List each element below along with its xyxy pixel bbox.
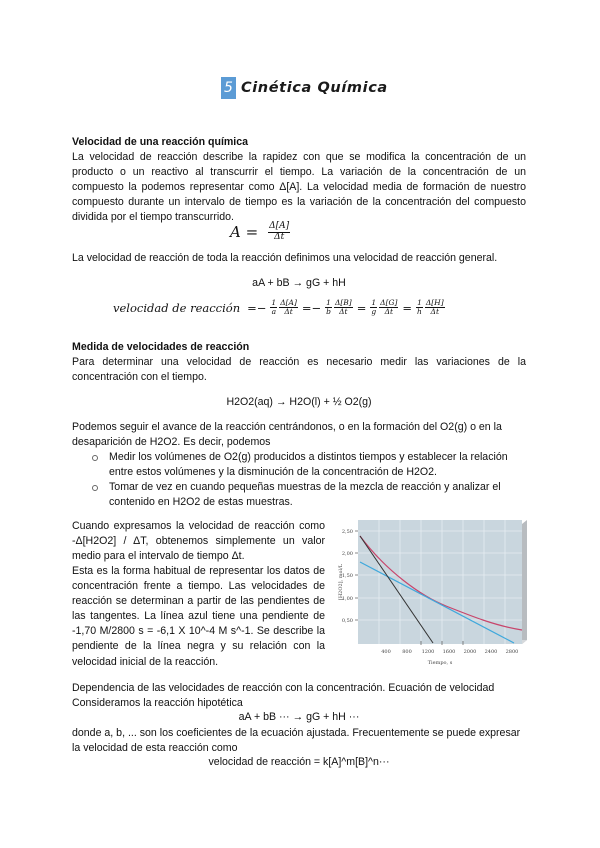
x-axis-label: Tiempo, s	[427, 660, 453, 666]
svg-text:2000: 2000	[463, 649, 477, 655]
bullet-list-methods	[92, 450, 526, 510]
paragraph-tangents: Esta es la forma habitual de representar los datos de concentración frente a tiempo. Las velocidades de reacción se determinan a partir de las pendientes de las tangentes. La línea azul tiene una pendiente de -1,70 M/2800 s = -6,1 X 10^-4 M s^-1. Se describe la pendiente de la línea negra y su relación con la velocidad inicial de la reacción.	[72, 565, 325, 668]
paragraph-follow: Podemos seguir el avance de la reacción centrándonos, o en la formación del O2(g) o en la desaparición de H2O2. Es decir, podemos	[72, 421, 502, 449]
section-heading-medida: Medida de velocidades de reacción	[72, 341, 250, 353]
reaction-h2o2: H2O2(aq) → H2O(l) + ½ O2(g)	[226, 396, 372, 408]
y-tick: 2,50	[341, 529, 353, 535]
y-tick: 1,50	[341, 573, 353, 579]
bullet-item: Medir los volúmenes de O2(g) producidos a distintos tiempos y establecer la relación entre estos volúmenes y la disminución de la concentración de H2O2.	[92, 450, 526, 480]
paragraph-coeficientes: donde a, b, ... son los coeficientes de la ecuación ajustada. Frecuentemente se puede expresar la velocidad de esta reacción como	[72, 727, 521, 755]
reaction-general: aA + bB → gG + hH	[252, 277, 346, 289]
paragraph-average-value: Cuando expresamos la velocidad de reacción como -Δ[H2O2] / ΔT, obtenemos simplemente un valor medio para el intervalo de tiempo Δt.	[72, 520, 325, 563]
equation-average-rate	[230, 222, 291, 243]
svg-text:400: 400	[381, 649, 391, 655]
svg-text:1600: 1600	[442, 649, 456, 655]
reaction-hypothetical: aA + bB ··· → gG + hH ···	[238, 711, 360, 723]
svg-text:1200: 1200	[421, 649, 435, 655]
paragraph-consideramos: Consideramos la reacción hipotética	[72, 697, 243, 709]
y-tick: 1,00	[341, 596, 353, 602]
bullet-item: Tomar de vez en cuando pequeñas muestras de la mezcla de reacción y analizar el contenido en H2O2 de estas muestras.	[92, 480, 526, 510]
section-heading-velocidad: Velocidad de una reacción química	[72, 136, 249, 148]
paragraph-general-rate: La velocidad de reacción de toda la reacción definimos una velocidad de reacción general.	[72, 252, 498, 264]
svg-text:800: 800	[402, 649, 412, 655]
y-tick: 0,50	[341, 618, 353, 624]
chapter-number-badge: 5	[221, 77, 236, 99]
equation-lhs: velocidad de reacción	[113, 300, 241, 315]
concentration-time-chart	[336, 516, 548, 686]
chapter-title-text: Cinética Química	[241, 80, 388, 96]
svg-text:2800: 2800	[505, 649, 519, 655]
y-tick: 2,00	[341, 551, 353, 557]
equation-general-rate: velocidad de reacción =− $\frac{1}{a}$ $\frac{\Delta[A]}{\Delta t}$ =− $\frac{1}{b}$ $\frac{\Delta[B]}{\Delta t}$ = $\frac{1}{g}$ $\frac{\Delta[G]}{\Delta t}$ = $\frac{1}{h}$ $\frac{\Delta[H]}{\Delta t}$	[113, 298, 444, 317]
fraction: $\frac{\Delta[A]}{\Delta t}$	[269, 221, 290, 242]
paragraph-velocidad-intro: La velocidad de reacción describe la rapidez con que se modifica la concentración de un producto o un reactivo al transcurrir el tiempo. La variación de la concentración de un compuesto la podemos representar como Δ[A]. La velocidad media de formación de nuestro compuesto durante un intervalo de tiempo es la variación de la concentración del compuesto dividida por el tiempo transcurrido.	[72, 151, 526, 224]
equation-lhs: A =	[230, 223, 259, 242]
svg-text:2400: 2400	[484, 649, 498, 655]
paragraph-dependencia: Dependencia de las velocidades de reacción con la concentración. Ecuación de velocidad	[72, 682, 495, 694]
paragraph-medida-intro: Para determinar una velocidad de reacción es necesario medir las variaciones de la concentración con el tiempo.	[72, 356, 526, 384]
rate-law-equation: velocidad de reacción = k[A]^m[B]^n···	[208, 756, 390, 768]
chapter-title	[221, 77, 388, 99]
y-axis-label: [H2O2], mol/L	[338, 563, 344, 601]
